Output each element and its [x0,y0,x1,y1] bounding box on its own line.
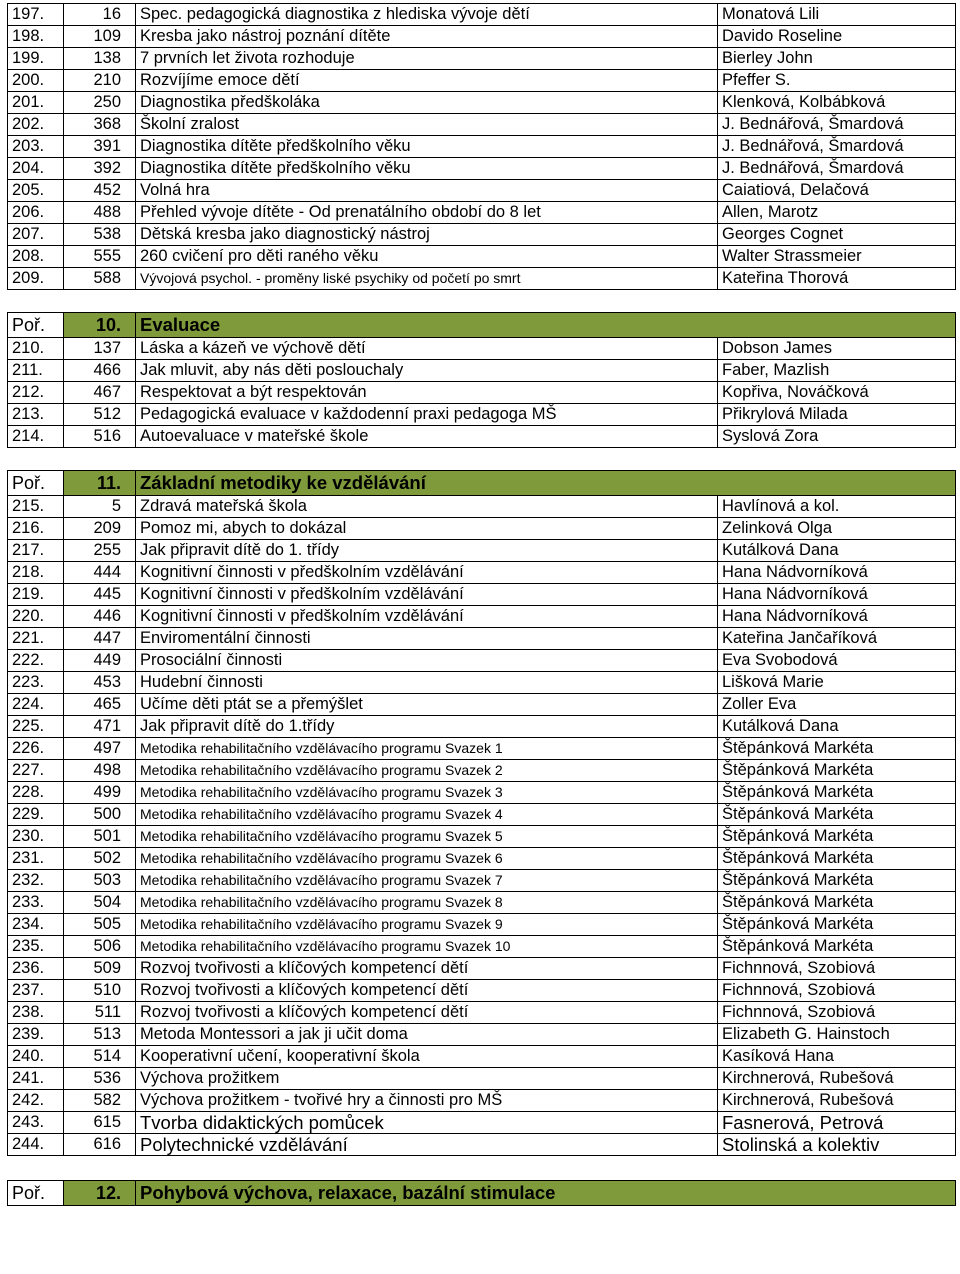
section-header-12 [8,1181,956,1206]
section-title: Základní metodiky ke vzdělávání [136,471,956,496]
book-title: Metodika rehabilitačního vzdělávacího programu Svazek 3 [136,782,718,804]
row-index: 197. [8,4,64,26]
book-code: 509 [64,958,136,980]
book-title: Pomoz mi, abych to dokázal [136,518,718,540]
book-author: Štěpánková Markéta [718,892,956,914]
book-title: Kognitivní činnosti v předškolním vzdělávání [136,562,718,584]
book-author: Štěpánková Markéta [718,914,956,936]
row-index: 206. [8,202,64,224]
book-code: 449 [64,650,136,672]
table-row [8,1068,956,1090]
book-title: Metodika rehabilitačního vzdělávacího programu Svazek 1 [136,738,718,760]
table-row [8,672,956,694]
book-author: Havlínová a kol. [718,496,956,518]
book-code: 616 [64,1134,136,1156]
table-row [8,914,956,936]
table-row [8,540,956,562]
book-author: Hana Nádvorníková [718,562,956,584]
book-code: 391 [64,136,136,158]
table-row [8,48,956,70]
book-title: Autoevaluace v mateřské škole [136,426,718,448]
book-title: Metoda Montessori a jak ji učit doma [136,1024,718,1046]
book-author: Štěpánková Markéta [718,782,956,804]
book-author: J. Bednářová, Šmardová [718,158,956,180]
book-code: 511 [64,1002,136,1024]
book-code: 536 [64,1068,136,1090]
book-code: 505 [64,914,136,936]
table-row [8,426,956,448]
row-index: 217. [8,540,64,562]
book-code: 447 [64,628,136,650]
row-index: 221. [8,628,64,650]
book-code: 513 [64,1024,136,1046]
book-code: 500 [64,804,136,826]
book-title: Diagnostika předškoláka [136,92,718,114]
spacer [7,448,955,470]
book-title: Dětská kresba jako diagnostický nástroj [136,224,718,246]
table-row [8,136,956,158]
book-title: Rozvoj tvořivosti a klíčových kompetencí dětí [136,980,718,1002]
row-index: 210. [8,338,64,360]
section-number: 11. [64,471,136,496]
book-author: Kasíková Hana [718,1046,956,1068]
row-index: 214. [8,426,64,448]
table-row [8,1090,956,1112]
book-author: Fichnnová, Szobiová [718,958,956,980]
row-index: 225. [8,716,64,738]
book-title: Jak připravit dítě do 1.třídy [136,716,718,738]
table-row [8,496,956,518]
row-index: 220. [8,606,64,628]
table-row [8,180,956,202]
book-title: Metodika rehabilitačního vzdělávacího programu Svazek 10 [136,936,718,958]
book-code: 502 [64,848,136,870]
book-author: Štěpánková Markéta [718,870,956,892]
book-author: Davido Roseline [718,26,956,48]
book-code: 555 [64,246,136,268]
table-row [8,562,956,584]
section-por-label: Poř. [8,1181,64,1206]
book-author: Štěpánková Markéta [718,848,956,870]
book-author: Stolinská a kolektiv [718,1134,956,1156]
row-index: 209. [8,268,64,290]
table-row [8,1002,956,1024]
book-author: Štěpánková Markéta [718,760,956,782]
catalog-table-section-12 [7,1180,956,1206]
book-code: 452 [64,180,136,202]
table-row [8,404,956,426]
book-code: 506 [64,936,136,958]
row-index: 238. [8,1002,64,1024]
book-title: Metodika rehabilitačního vzdělávacího programu Svazek 5 [136,826,718,848]
book-author: Kirchnerová, Rubešová [718,1090,956,1112]
book-title: Rozvoj tvořivosti a klíčových kompetencí dětí [136,1002,718,1024]
book-title: Kognitivní činnosti v předškolním vzdělávání [136,584,718,606]
table-row [8,246,956,268]
row-index: 203. [8,136,64,158]
book-code: 446 [64,606,136,628]
table-row [8,958,956,980]
book-title: Kognitivní činnosti v předškolním vzdělávání [136,606,718,628]
book-title: Metodika rehabilitačního vzdělávacího programu Svazek 2 [136,760,718,782]
row-index: 243. [8,1112,64,1134]
book-author: Kirchnerová, Rubešová [718,1068,956,1090]
section-title: Evaluace [136,313,956,338]
book-code: 465 [64,694,136,716]
book-author: Štěpánková Markéta [718,738,956,760]
book-title: 7 prvních let života rozhoduje [136,48,718,70]
book-title: Metodika rehabilitačního vzdělávacího programu Svazek 6 [136,848,718,870]
book-title: Výchova prožitkem - tvořivé hry a činnosti pro MŠ [136,1090,718,1112]
book-author: Dobson James [718,338,956,360]
book-code: 445 [64,584,136,606]
book-author: Fichnnová, Szobiová [718,980,956,1002]
table-row [8,760,956,782]
book-code: 466 [64,360,136,382]
table-row [8,518,956,540]
book-code: 210 [64,70,136,92]
book-code: 138 [64,48,136,70]
row-index: 212. [8,382,64,404]
table-row [8,202,956,224]
book-title: Vývojová psychol. - proměny liské psychiky od početí po smrt [136,268,718,290]
book-code: 471 [64,716,136,738]
section-number: 12. [64,1181,136,1206]
row-index: 235. [8,936,64,958]
book-code: 538 [64,224,136,246]
book-title: Rozvíjíme emoce dětí [136,70,718,92]
row-index: 240. [8,1046,64,1068]
section-title: Pohybová výchova, relaxace, bazální stimulace [136,1181,956,1206]
row-index: 219. [8,584,64,606]
table-row [8,1046,956,1068]
row-index: 211. [8,360,64,382]
table-row [8,1134,956,1156]
book-code: 615 [64,1112,136,1134]
table-row [8,892,956,914]
row-index: 232. [8,870,64,892]
book-code: 510 [64,980,136,1002]
book-author: Fasnerová, Petrová [718,1112,956,1134]
book-code: 512 [64,404,136,426]
book-code: 209 [64,518,136,540]
book-author: Syslová Zora [718,426,956,448]
book-author: Kateřina Jančaříková [718,628,956,650]
table-row [8,26,956,48]
table-row [8,158,956,180]
table-row [8,628,956,650]
table-row [8,268,956,290]
book-title: Respektovat a být respektován [136,382,718,404]
row-index: 204. [8,158,64,180]
book-title: Polytechnické vzdělávání [136,1134,718,1156]
book-code: 488 [64,202,136,224]
row-index: 198. [8,26,64,48]
book-author: Fichnnová, Szobiová [718,1002,956,1024]
book-author: Zelinková Olga [718,518,956,540]
book-title: Rozvoj tvořivosti a klíčových kompetencí dětí [136,958,718,980]
row-index: 218. [8,562,64,584]
book-code: 255 [64,540,136,562]
table-row [8,114,956,136]
book-author: Bierley John [718,48,956,70]
book-title: Metodika rehabilitačního vzdělávacího programu Svazek 8 [136,892,718,914]
spacer [7,1156,955,1180]
library-catalog-sheet [7,3,955,1206]
book-title: 260 cvičení pro děti raného věku [136,246,718,268]
section-number: 10. [64,313,136,338]
table-row [8,716,956,738]
table-row [8,338,956,360]
book-title: Jak připravit dítě do 1. třídy [136,540,718,562]
table-row [8,738,956,760]
book-title: Diagnostika dítěte předškolního věku [136,158,718,180]
book-author: Caiatiová, Delačová [718,180,956,202]
table-row [8,804,956,826]
book-code: 588 [64,268,136,290]
table-row [8,694,956,716]
row-index: 207. [8,224,64,246]
book-title: Zdravá mateřská škola [136,496,718,518]
book-author: Lišková Marie [718,672,956,694]
book-author: Kutálková Dana [718,716,956,738]
book-code: 5 [64,496,136,518]
row-index: 229. [8,804,64,826]
table-row [8,92,956,114]
table-row [8,382,956,404]
book-code: 514 [64,1046,136,1068]
book-author: Eva Svobodová [718,650,956,672]
row-index: 230. [8,826,64,848]
book-author: Kateřina Thorová [718,268,956,290]
row-index: 222. [8,650,64,672]
table-row [8,224,956,246]
book-author: Elizabeth G. Hainstoch [718,1024,956,1046]
book-title: Láska a kázeň ve výchově dětí [136,338,718,360]
book-author: Přikrylová Milada [718,404,956,426]
book-title: Přehled vývoje dítěte - Od prenatálního období do 8 let [136,202,718,224]
book-code: 497 [64,738,136,760]
book-author: Štěpánková Markéta [718,936,956,958]
book-author: J. Bednářová, Šmardová [718,136,956,158]
row-index: 244. [8,1134,64,1156]
book-code: 582 [64,1090,136,1112]
table-row [8,1112,956,1134]
table-row [8,606,956,628]
book-title: Hudební činnosti [136,672,718,694]
book-code: 368 [64,114,136,136]
book-author: Walter Strassmeier [718,246,956,268]
spacer [7,290,955,312]
book-title: Pedagogická evaluace v každodenní praxi pedagoga MŠ [136,404,718,426]
book-title: Metodika rehabilitačního vzdělávacího programu Svazek 7 [136,870,718,892]
book-code: 444 [64,562,136,584]
book-code: 516 [64,426,136,448]
book-author: Monatová Lili [718,4,956,26]
table-row [8,980,956,1002]
book-code: 250 [64,92,136,114]
row-index: 242. [8,1090,64,1112]
book-author: Hana Nádvorníková [718,584,956,606]
book-author: Pfeffer S. [718,70,956,92]
book-code: 503 [64,870,136,892]
section-por-label: Poř. [8,471,64,496]
book-code: 392 [64,158,136,180]
row-index: 236. [8,958,64,980]
table-row [8,70,956,92]
book-author: Zoller Eva [718,694,956,716]
book-title: Kooperativní učení, kooperativní škola [136,1046,718,1068]
catalog-table-block-1 [7,3,956,290]
catalog-table-section-10 [7,312,956,448]
row-index: 201. [8,92,64,114]
book-author: J. Bednářová, Šmardová [718,114,956,136]
row-index: 216. [8,518,64,540]
row-index: 231. [8,848,64,870]
book-author: Kopřiva, Nováčková [718,382,956,404]
book-author: Hana Nádvorníková [718,606,956,628]
table-row [8,4,956,26]
table-row [8,848,956,870]
row-index: 228. [8,782,64,804]
row-index: 239. [8,1024,64,1046]
book-code: 498 [64,760,136,782]
book-author: Allen, Marotz [718,202,956,224]
row-index: 241. [8,1068,64,1090]
table-row [8,826,956,848]
book-code: 504 [64,892,136,914]
row-index: 224. [8,694,64,716]
book-title: Metodika rehabilitačního vzdělávacího programu Svazek 9 [136,914,718,936]
row-index: 233. [8,892,64,914]
book-author: Kutálková Dana [718,540,956,562]
row-index: 202. [8,114,64,136]
book-code: 137 [64,338,136,360]
book-title: Tvorba didaktických pomůcek [136,1112,718,1134]
book-author: Štěpánková Markéta [718,826,956,848]
book-title: Prosociální činnosti [136,650,718,672]
book-title: Kresba jako nástroj poznání dítěte [136,26,718,48]
row-index: 237. [8,980,64,1002]
row-index: 208. [8,246,64,268]
book-title: Jak mluvit, aby nás děti poslouchaly [136,360,718,382]
book-title: Spec. pedagogická diagnostika z hlediska vývoje dětí [136,4,718,26]
book-author: Faber, Mazlish [718,360,956,382]
book-title: Výchova prožitkem [136,1068,718,1090]
book-title: Učíme děti ptát se a přemýšlet [136,694,718,716]
section-header-10 [8,313,956,338]
row-index: 205. [8,180,64,202]
table-row [8,782,956,804]
table-row [8,936,956,958]
row-index: 215. [8,496,64,518]
row-index: 226. [8,738,64,760]
book-code: 16 [64,4,136,26]
book-code: 499 [64,782,136,804]
row-index: 227. [8,760,64,782]
book-title: Enviromentální činnosti [136,628,718,650]
row-index: 234. [8,914,64,936]
book-title: Diagnostika dítěte předškolního věku [136,136,718,158]
book-author: Klenková, Kolbábková [718,92,956,114]
book-title: Školní zralost [136,114,718,136]
section-header-11 [8,471,956,496]
table-row [8,360,956,382]
row-index: 223. [8,672,64,694]
table-row [8,1024,956,1046]
table-row [8,870,956,892]
book-author: Štěpánková Markéta [718,804,956,826]
book-code: 109 [64,26,136,48]
book-code: 453 [64,672,136,694]
table-row [8,584,956,606]
table-row [8,650,956,672]
section-por-label: Poř. [8,313,64,338]
book-code: 501 [64,826,136,848]
row-index: 213. [8,404,64,426]
row-index: 199. [8,48,64,70]
book-title: Metodika rehabilitačního vzdělávacího programu Svazek 4 [136,804,718,826]
book-code: 467 [64,382,136,404]
book-author: Georges Cognet [718,224,956,246]
catalog-table-section-11 [7,470,956,1156]
row-index: 200. [8,70,64,92]
book-title: Volná hra [136,180,718,202]
